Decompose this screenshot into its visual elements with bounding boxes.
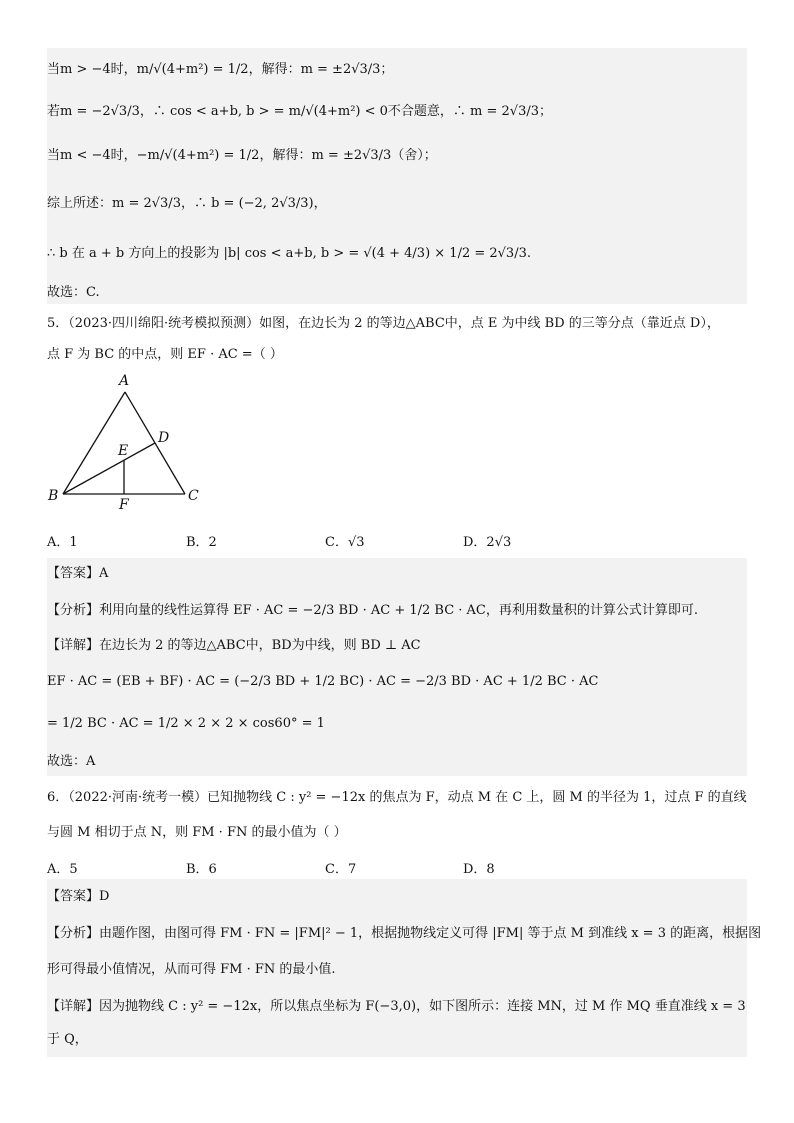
vertex-label-a: A [119,373,130,389]
point-label-f: F [119,497,129,513]
q5-stem-line-1: 5．（2023·四川绵阳·统考模拟预测）如图，在边长为 2 的等边△ABC中，点 E 为中线 BD 的三等分点（靠近点 D）， [47,316,720,331]
q5-option-d[interactable]: D．2√3 [463,535,512,550]
q5-detail-line-2: EF · AC = (EB + BF) · AC = (−2/3 BD + 1/2 BC) · AC = −2/3 BD · AC + 1/2 BC · AC [47,674,599,689]
q6-option-b[interactable]: B．6 [186,862,217,877]
point-label-e: E [118,443,129,459]
prev-solution-line-4: 综上所述：m = 2√3/3，∴ b = (−2, 2√3/3)， [47,196,327,211]
prev-solution-block [47,48,747,304]
q5-option-a[interactable]: A．1 [47,535,78,550]
q6-detail-line-1: 【详解】因为抛物线 C : y² = −12x，所以焦点坐标为 F(−3,0)，如下图所示：连接 MN，过 M 作 MQ 垂直准线 x = 3 [47,999,746,1014]
vertex-label-b: B [48,488,59,504]
prev-solution-line-3: 当m < −4时，−m/√(4+m²) = 1/2，解得：m = ±2√3/3（舍）； [47,148,437,163]
q5-detail-line-1: 【详解】在边长为 2 的等边△ABC中，BD为中线，则 BD ⊥ AC [47,638,421,653]
side-ab [63,392,125,494]
q6-analysis-line-1: 【分析】由题作图，由图可得 FM · FN = |FM|² − 1，根据抛物线定义可得 |FM| 等于点 M 到准线 x = 3 的距离，根据图 [47,926,762,941]
q6-stem-line-1: 6．（2022·河南·统考一模）已知抛物线 C : y² = −12x 的焦点为 F，动点 M 在 C 上，圆 M 的半径为 1，过点 F 的直线 [47,790,747,805]
prev-solution-line-2: 若m = −2√3/3，∴ cos < a+b, b > = m/√(4+m²) < 0不合题意，∴ m = 2√3/3； [47,104,553,119]
q6-detail-line-2: 于 Q， [47,1032,88,1047]
q6-answer: 【答案】D [47,889,110,904]
point-label-d: D [158,430,170,446]
vertex-label-c: C [188,488,199,504]
q5-answer: 【答案】A [47,566,109,581]
q6-option-c[interactable]: C．7 [325,862,357,877]
q6-analysis-line-2: 形可得最小值情况，从而可得 FM · FN 的最小值. [47,962,336,977]
q5-solution-block [47,558,747,776]
q5-stem-line-2: 点 F 为 BC 的中点，则 EF · AC =（ ） [47,347,283,362]
q5-analysis: 【分析】利用向量的线性运算得 EF · AC = −2/3 BD · AC + 1/2 BC · AC，再利用数量积的计算公式计算即可. [47,603,699,618]
q6-option-d[interactable]: D．8 [463,862,495,877]
prev-solution-line-1: 当m > −4时，m/√(4+m²) = 1/2，解得：m = ±2√3/3； [47,62,394,77]
prev-solution-line-5: ∴ b 在 a + b 方向上的投影为 |b| cos < a+b, b > = √(4 + 4/3) × 1/2 = 2√3/3. [47,246,531,261]
q6-option-a[interactable]: A．5 [47,862,78,877]
q6-stem-line-2: 与圆 M 相切于点 N，则 FM · FN 的最小值为（ ） [47,825,347,840]
q5-detail-line-3: = 1/2 BC · AC = 1/2 × 2 × 2 × cos60° = 1 [47,716,325,731]
q5-option-b[interactable]: B．2 [186,535,217,550]
median-bd [63,443,155,494]
prev-solution-line-6: 故选：C. [47,285,100,300]
q5-option-c[interactable]: C．√3 [325,535,365,550]
side-ac [125,392,185,494]
q5-choose: 故选：A [47,754,96,769]
